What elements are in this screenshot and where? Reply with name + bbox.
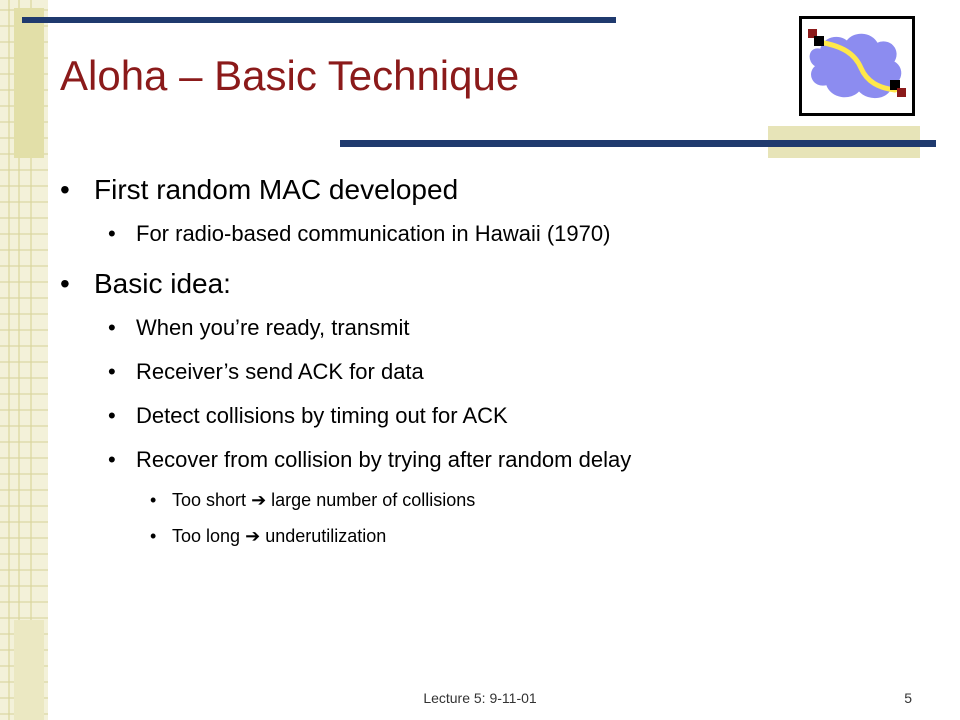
bullet-item bbox=[60, 350, 920, 394]
bullet-item bbox=[60, 212, 920, 256]
network-cloud-icon bbox=[799, 16, 915, 116]
bullet-icon: • bbox=[108, 315, 116, 340]
bullet-list bbox=[60, 168, 920, 554]
bullet-icon: • bbox=[60, 268, 70, 299]
bullet-icon: • bbox=[150, 490, 157, 510]
bullet-text: Receiver’s send ACK for data bbox=[136, 359, 424, 384]
bullet-text-before: Too short bbox=[172, 490, 247, 510]
bullet-text: When you’re ready, transmit bbox=[136, 315, 410, 340]
page-number: 5 bbox=[904, 690, 912, 706]
title-top-rule bbox=[22, 17, 616, 23]
bullet-text-before: Too long bbox=[172, 526, 241, 546]
bullet-text: First random MAC developed bbox=[94, 174, 459, 205]
bullet-icon: • bbox=[108, 447, 116, 472]
right-arrow-icon: ➔ bbox=[251, 490, 267, 510]
bullet-text: Basic idea: bbox=[94, 268, 231, 299]
bullet-text: Detect collisions by timing out for ACK bbox=[136, 403, 508, 428]
title-bottom-rule bbox=[340, 140, 936, 147]
bullet-text-after: underutilization bbox=[265, 526, 387, 546]
footer-lecture-label: Lecture 5: 9-11-01 bbox=[423, 690, 537, 706]
bullet-text: For radio-based communication in Hawaii (1970) bbox=[136, 221, 611, 246]
bullet-item bbox=[60, 262, 920, 306]
bullet-text-after: large number of collisions bbox=[271, 490, 476, 510]
bullet-text: Recover from collision by trying after random delay bbox=[136, 447, 632, 472]
left-decorative-block-top bbox=[14, 8, 44, 158]
bullet-item bbox=[60, 394, 920, 438]
left-decorative-block-bottom bbox=[14, 620, 44, 720]
bullet-item bbox=[60, 306, 920, 350]
bullet-icon: • bbox=[150, 526, 157, 546]
right-arrow-icon: ➔ bbox=[245, 526, 261, 546]
bullet-item bbox=[60, 482, 920, 518]
slide-title: Aloha – Basic Technique bbox=[60, 52, 520, 99]
bullet-icon: • bbox=[108, 359, 116, 384]
bullet-item bbox=[60, 168, 920, 212]
bullet-icon: • bbox=[108, 403, 116, 428]
bullet-item bbox=[60, 518, 920, 554]
bullet-icon: • bbox=[60, 174, 70, 205]
bullet-icon: • bbox=[108, 221, 116, 246]
bullet-item bbox=[60, 438, 920, 482]
